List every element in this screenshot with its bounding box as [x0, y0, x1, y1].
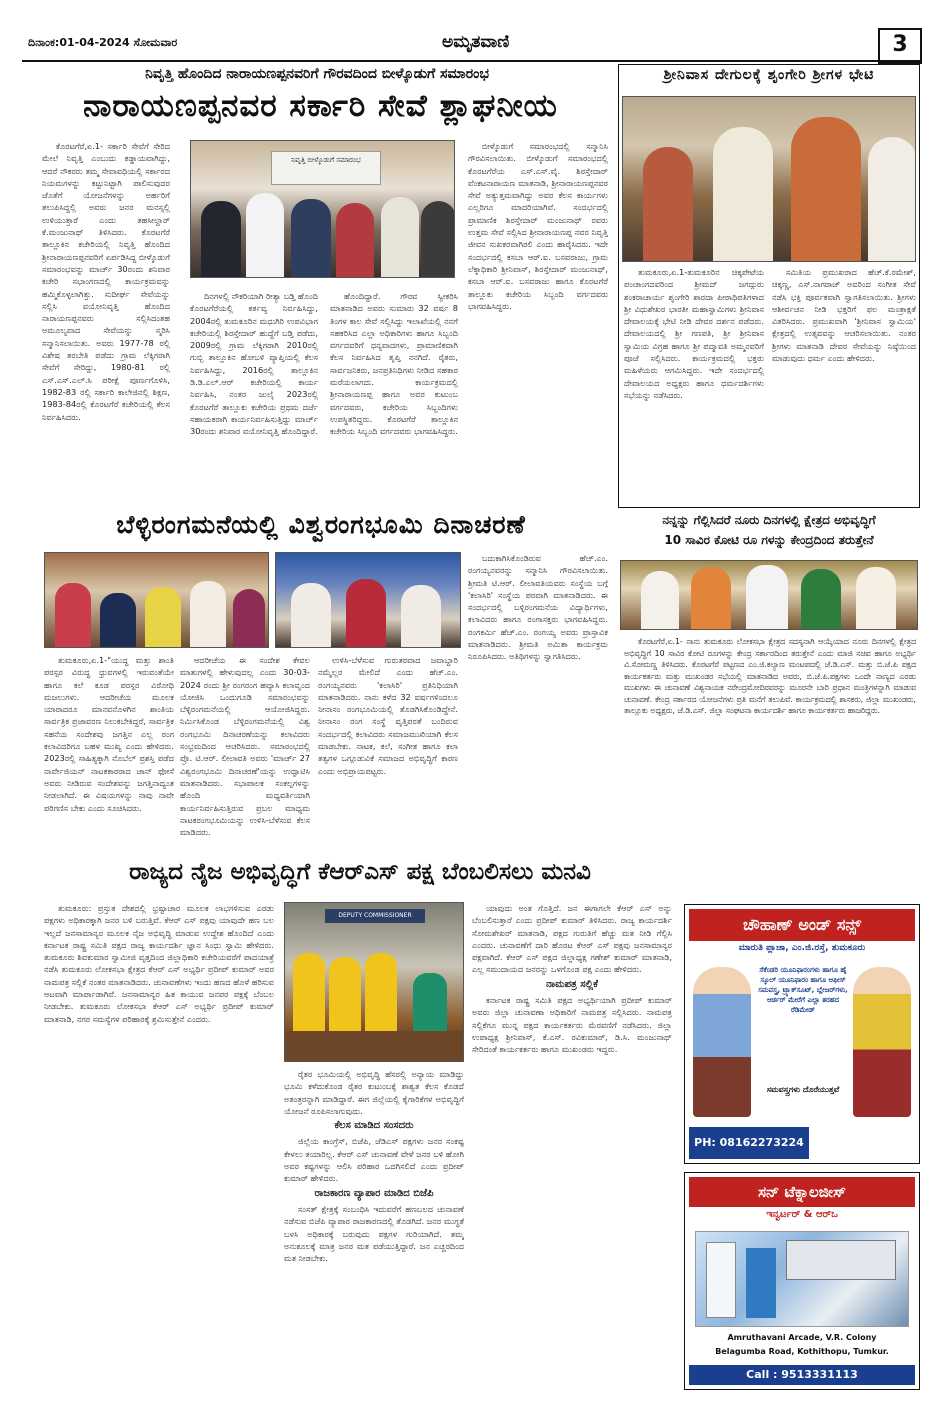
ad1-address: ಮಾರುತಿ ಪ್ಲಾಜಾ, ಎಂ.ಜಿ.ರಸ್ತೆ, ತುಮಕೂರು: [738, 943, 866, 953]
story1-col2: ದಿನಗಳಲ್ಲಿ ನೌಕರಿಯಾಗಿ ರೀತ್ಯಾ ಬಡ್ತಿ ಹೊಂದಿ ಕೊರಟಗೆರೆಯಲ್ಲಿ ಕರ್ತವ್ಯ ನಿರ್ವಹಿಸಿದ್ದು, 2004ರಲ್ಲಿ ತುಮಕೂರಿನ ಮಧುಗಿರಿ ಉಪವಿಭಾಗ ಕಚೇರಿಯಲ್ಲಿ ಶಿರಸ್ತೇದಾರ್ ಹುದ್ದೆಗೆ ಬಡ್ತಿ ಪಡೆದು, 2009ರಲ್ಲಿ ಗ್ರಾಮ ಲೆಕ್ಕಿಗರಾಗಿ 2010ರಲ್ಲಿ ಗುಬ್ಬಿ ತಾಲ್ಲೂಕಿನ ಹೋಬಳಿ ವ್ಯಾಪ್ತಿಯಲ್ಲಿ ಕೆಲಸ ನಿರ್ವಹಿಸಿದ್ದು, 2016ರಲ್ಲಿ ತಾಲ್ಲೂಕಿನ ಡಿ.ಡಿ.ಎಲ್.ಆರ್ ಕಚೇರಿಯಲ್ಲಿ ಕಾರ್ಯ ನಿರ್ವಹಿಸಿ, ನಂತರ ಜುಲೈ 2023ರಲ್ಲಿ ಕೊರಟಗೆರೆ ತಾಲ್ಲೂಕು ಕಚೇರಿಯ ಪ್ರಥಮ ದರ್ಜೆ ಸಹಾಯಕರಾಗಿ ಕಾರ್ಯನಿರ್ವಹಿಸುತ್ತಿದ್ದು ಮಾರ್ಚ್ 30ರಂದು ಶನಿವಾರ ವಯೋನಿವೃತ್ತಿ ಹೊಂದಿದ್ದಾರೆ.: [190, 291, 318, 437]
page-date: ದಿನಾಂಕ:01-04-2024 ಸೋಮವಾರ: [28, 36, 178, 49]
ad1-title: ಚೌಹಾಣ್ ಅಂಡ್ ಸನ್ಸ್: [689, 909, 915, 941]
story5-photo: [284, 902, 464, 1062]
story4-col2: ಆದರೀಚೆಯ ಈ ಸಂದೇಶ ಕೇವಲ ಮಾತುಗಳಲ್ಲಿ ಹೇಳುವುದಲ್ಲ ಎಂದು 30-03-2024 ರಂದು ಶ್ರೀ ರಂಗರಂಗ ಹವ್ಯಾಸಿ ಕಲಾವೃಂದ ಯೋಜಿಸಿ ಒಂದುಗೂಡಿ ಸಮಾರಂಭವನ್ನು ಬೆಳ್ಳಿರಂಗಮನೆಯಲ್ಲಿ ಆಯೋಜಿಸಿದ್ದರು. ನಿರ್ಮಿಸಿಕೊಂಡ ಬೆಳ್ಳಿರಂಗಮನೆಯಲ್ಲಿ ವಿಶ್ವ ರಂಗಭೂಮಿ ದಿನಾಚರಣೆಯನ್ನು ಕಲಾವಿದರು ಸಂಭ್ರಮದಿಂದ ಆಚರಿಸಿದರು. ಸಮಾರಂಭದಲ್ಲಿ ಪ್ರೊ. ಟಿ.ಆರ್. ಲೀಲಾವತಿ ಅವರು 'ಮಾರ್ಚ್ 27 ವಿಶ್ವರಂಗಭೂಮಿ ದಿನಾಚರಣೆ'ಯನ್ನು ಉದ್ಘಾಟಿಸಿ ಮಾತನಾಡಿದರು. ಸಭಾಪಾಲಕ ಸಂಕಲ್ಪಗಳನ್ನು ಹೊಂದಿ ಮಧ್ಯವರ್ತಿಯಾಗಿ ಕಾರ್ಯನಿರ್ವಹಿಸುತ್ತಿರುವ ಪ್ರಬಲ ಮಾಧ್ಯಮ ನಾಟಕರಂಗಭೂಮಿಯನ್ನು ಉಳಿಸಿ-ಬೆಳೆಸುವ ಕೆಲಸ ಮಾಡಿದರು.: [180, 655, 310, 838]
photo-banner: ನಿವೃತ್ತಿ ಬೀಳ್ಕೊಡುಗೆ ಸಮಾರಂಭ: [271, 151, 381, 185]
ad2-address-line2: Belagumba Road, Kothithopu, Tumkur.: [715, 1347, 889, 1356]
story4-photo-right: [275, 552, 461, 648]
story1-col1: ಕೊರಟಗೆರೆ,ಏ.1- ಸರ್ಕಾರಿ ಸೇವೆಗೆ ಸೇರಿದ ಮೇಲೆ ನಿವೃತ್ತಿ ಎಂಬುದು ಕಡ್ಡಾಯವಾಗಿದ್ದು, ಆದರೆ ನೌಕರರು ತಮ್ಮ ಸೇವಾವಧಿಯಲ್ಲಿ ಸರ್ಕಾರದ ನಿಯಮಗಳನ್ನು ಕಟ್ಟುನಿಟ್ಟಾಗಿ ಪಾಲಿಸುವುದರ ಜೊತೆಗೆ ಯೋಜನೆಗಳನ್ನು ಅರ್ಹರಿಗೆ ತಲುಪಿಸಿದ್ದಲ್ಲಿ ಅವರು ಜನರ ಮನಸ್ಸಲ್ಲಿ ಉಳಿಯುತ್ತಾರೆ ಎಂದು ತಹಸೀಲ್ದಾರ್ ಕೆ.ಮಂಜುನಾಥ್ ತಿಳಿಸಿದರು. ಕೊರಟಗೆರೆ ತಾಲ್ಲೂಕಿನ ಕಚೇರಿಯಲ್ಲಿ ನಿವೃತ್ತಿ ಹೊಂದಿದ ಶ್ರೀನಾರಾಯಣಪ್ಪನವರಿಗೆ ಏರ್ಪಡಿಸಿದ್ದ ಬೀಳ್ಕೊಡುಗೆ ಸಮಾರಂಭವನ್ನು ಮಾರ್ಚ್ 30ರಂದು ಶನಿವಾರ ಕಚೇರಿ ಸಭಾಂಗಣದಲ್ಲಿ ಕಾರ್ಯಕ್ರಮವನ್ನು ಹಮ್ಮಿಕೊಳ್ಳಲಾಗಿತ್ತು. ಸುದೀರ್ಘ ಸೇವೆಯನ್ನು ಸಲ್ಲಿಸಿ ವಯೋನಿವೃತ್ತಿ ಹೊಂದಿದ ನಾರಾಯಣಪ್ಪನವರು ಸಲ್ಲಿಸಿದಂತಹ ಅಮೂಲ್ಯವಾದ ಸೇವೆಯನ್ನು ಸ್ಮರಿಸಿ ಸನ್ಮಾನಿಸಲಾಯಿತು. ಅವರು 1977-78 ರಲ್ಲಿ ವಿಶೇಷ ತರಬೇತಿ ಪಡೆದು ಗ್ರಾಮ ಲೆಕ್ಕಿಗರಾಗಿ ಸೇವೆಗೆ ಸೇರಿದ್ದು, 1980-81 ರಲ್ಲಿ ಎಸ್.ಎಸ್.ಎಲ್.ಸಿ ಪರೀಕ್ಷೆ ಪೂರ್ಣಗೊಳಿಸಿ, 1982-83 ರಲ್ಲಿ ಸರ್ಕಾರಿ ಕಾಲೇಜಿನಲ್ಲಿ ಶಿಕ್ಷಣ, 1983-84ರಲ್ಲಿ ಕೊರಟಗೆರೆ ಕಚೇರಿಯಲ್ಲಿ ಕೆಲಸ ನಿರ್ವಹಿಸಿದರು.: [42, 141, 170, 422]
ad1-foot: ಸಮವಸ್ತ್ರಗಳು ದೊರೆಯುತ್ತವೆ: [766, 1085, 840, 1094]
ad-chouhan-sons: [684, 904, 920, 1164]
story1-headline: ನಾರಾಯಣಪ್ಪನವರ ಸರ್ಕಾರಿ ಸೇವೆ ಶ್ಲಾಘನೀಯ: [83, 88, 558, 124]
story5-subhead-1: ಕೆಲಸ ಮಾಡಿದ ಸಂಸದರು: [334, 1120, 414, 1132]
page-number: 3: [878, 28, 922, 64]
ad2-title: ಸನ್ ಟೆಕ್ನಾಲಜೀಸ್: [689, 1177, 915, 1207]
story4-col3: ಉಳಿಸಿ-ಬೆಳೆಸುವ ಗುರುತರವಾದ ಜವಾಬ್ದಾರಿ ನಮ್ಮೆಲ್ಲರ ಮೇಲಿದೆ ಎಂದು ಹೆಚ್.ಎಂ. ರಂಗಯ್ಯನವರು 'ಕಲಾಸಿರಿ' ಪ್ರತಿನಿಧಿಯಾಗಿ ಮಾತನಾಡಿದರು. ನಾನು ಕಳೆದ 32 ವರ್ಷಗಳಿಂದಲೂ ನೀನಾಸಂ ರಂಗಭೂಮಿಯಲ್ಲಿ ತೊಡಗಿಸಿಕೊಂಡಿದ್ದೇನೆ. ನೀನಾಸಂ ರಂಗ ಸಂಸ್ಥೆ ವೃತ್ತಿಪರತೆ ಬಂದಿರುವ ಸಂದರ್ಭದಲ್ಲಿ ಕಲಾವಿದರು ಸಮಾಜಮುಖಿಯಾಗಿ ಕೆಲಸ ಮಾಡಬೇಕು. ನಾಟಕ, ಕಲೆ, ಸಂಗೀತ ಹಾಗೂ ಕಲಾ ತತ್ವಗಳ ಒಗ್ಗೂಡುವಿಕೆ ಸಮಾಜದ ಅಭಿವೃದ್ಧಿಗೆ ಕಾರಣ ಎಂದು ಅಭಿಪ್ರಾಯಪಟ್ಟರು.: [318, 655, 458, 776]
story5-subhead-2: ರಾಜಕಾರಣ ವ್ಯಾಪಾರ ಮಾಡಿದ ಬಿಜೆಪಿ: [314, 1187, 434, 1199]
story1-col4: ಬೀಳ್ಕೊಡುಗೆ ಸಮಾರಂಭದಲ್ಲಿ ಸನ್ಮಾನಿಸಿ ಗೌರವಿಸಲಾಯಿತು. ಬೀಳ್ಕೊಡುಗೆ ಸಮಾರಂಭದಲ್ಲಿ ಕೊರಟಗೆರೆಯ ಎಸ್.ಎಸ್.ವೈ. ಶಿರಸ್ತೇದಾರ್ ವೆಂಕಟನಾರಾಯಣ ಮಾತನಾಡಿ, ಶ್ರೀನಾರಾಯಣಪ್ಪನವರ ಸೇವೆ ಅತ್ಯುತ್ತಮವಾಗಿದ್ದು ಅವರ ಕೆಲಸ ಕಾರ್ಯಗಳು ಎಲ್ಲರಿಗೂ ಮಾದರಿಯಾಗಿವೆ. ಸಂದರ್ಭದಲ್ಲಿ ಪ್ರಾಮಾಣಿಕ ಶಿರಸ್ತೇದಾರ್ ಮಂಜುನಾಥ್ ರವರು ಉತ್ತಮ ಸೇವೆ ಸಲ್ಲಿಸಿದ ಶ್ರೀನಾರಾಯಣಪ್ಪ ನವರ ನಿವೃತ್ತಿ ಜೀವನ ಸುಖಕರವಾಗಿರಲಿ ಎಂದು ಹಾರೈಸಿದರು. ಇದೇ ಸಂದರ್ಭದಲ್ಲಿ ಕಸಬಾ ಆರ್.ಐ. ಬಸವರಾಜು, ಗ್ರಾಮ ಲೆಕ್ಕಾಧಿಕಾರಿ ಶ್ರೀನಿವಾಸ್, ಶಿರಸ್ತೇದಾರ್ ಮಂಜುನಾಥ್, ಕಸಬಾ ಆರ್.ಐ. ಬಸವರಾಜು ಹಾಗೂ ಕೊರಟಗೆರೆ ತಾಲ್ಲೂಕು ಕಚೇರಿಯ ಸಿಬ್ಬಂದಿ ವರ್ಗದವರು ಭಾಗವಹಿಸಿದ್ದರು.: [468, 141, 608, 311]
story4-photo-left: [44, 552, 269, 648]
story1-photo: [190, 140, 455, 278]
ad2-subtitle: ಇನ್ವರ್ಟರ್ & ಆರ್‌ಒ: [766, 1209, 838, 1220]
story3-body: ಕೊರಟಗೆರೆ,ಏ.1- ನಾನು ತುಮಕೂರು ಲೋಕಸಭಾ ಕ್ಷೇತ್ರದ ಸದಸ್ಯನಾಗಿ ಆಯ್ಕೆಯಾದ ನೂರು ದಿನಗಳಲ್ಲಿ ಕ್ಷೇತ್ರದ ಅಭಿವೃದ್ಧಿಗೆ 10 ಸಾವಿರ ಕೋಟಿ ರೂಗಳನ್ನು ಕೇಂದ್ರ ಸರ್ಕಾರದಿಂದ ತರುತ್ತೇನೆ ಎಂದು ಮಾಜಿ ಸಚಿವ ಹಾಗೂ ಅಭ್ಯರ್ಥಿ ವಿ.ಸೋಮಣ್ಣ ತಿಳಿಸಿದರು. ಕೊರಟಗೆರೆ ಪಟ್ಟಣದ ಎಂ.ಜಿ.ಕಲ್ಯಾಣ ಮಂಟಪದಲ್ಲಿ ಜೆ.ಡಿ.ಎಸ್. ಮತ್ತು ಬಿ.ಜೆ.ಪಿ ಪಕ್ಷದ ಕಾರ್ಯಕರ್ತರು ಮತ್ತು ಮುಖಂಡರ ಸಭೆಯಲ್ಲಿ ಮಾತನಾಡಿದ ಅವರು, ಬಿ.ಜೆ.ಪಿ.ಪಕ್ಷಗಳು ಒಂದೇ ನಾಣ್ಯದ ಎರಡು ಮುಖಗಳು ಈ ಚುನಾವಣೆ ವಿಶ್ವನಾಯಕ ನರೇಂದ್ರಮೋದಿರವರನ್ನು ಮೂರನೇ ಬಾರಿ ಪ್ರಧಾನ ಮಂತ್ರಿಗಳನ್ನಾಗಿ ಮಾಡುವ ಚುನಾವಣೆ. ಕೇಂದ್ರ ಸರ್ಕಾರದ ಯೋಜನೆಗಳು ಪ್ರತಿ ಮನೆಗೆ ತಲುಪಿವೆ. ಕಾರ್ಯಕ್ರಮದಲ್ಲಿ ಶಾಸಕರು, ಜಿಲ್ಲಾ ಮುಖಂಡರು, ತಾಲ್ಲೂಕು ಅಧ್ಯಕ್ಷರು, ಜೆ.ಡಿ.ಎಸ್. ಜಿಲ್ಲಾ ಸಂಘಟನಾ ಕಾರ್ಯದರ್ಶಿ ಹಾಗೂ ಕಾರ್ಯಕರ್ತರು ಹಾಜರಿದ್ದರು.: [624, 637, 916, 715]
story5-col2: ರೈತರ ಭೂಮಿಯಲ್ಲಿ ಅಭಿವೃದ್ಧಿ ಹೆಸರಲ್ಲಿ ಅನ್ಯಾಯ ಮಾಡಿದ್ದು ಭೂಮಿ ಕಳೆದುಕೊಂಡ ರೈತರ ಕುಟುಂಬಕ್ಕೆ ಶಾಶ್ವತ ಕೆಲಸ ಕೊಡದೆ ಅತಂತ್ರರನ್ನಾಗಿ ಮಾಡಿದ್ದಾರೆ. ಈಗ ಜಿಲ್ಲೆಯಲ್ಲಿ ಕೈಗಾರಿಕೆಗಳ ಅಭಿವೃದ್ಧಿಗೆ ಯೋಜನೆ ರೂಪಿಸಲಾಗುವುದು. ಕೆಲಸ ಮಾಡಿದ ಸಂಸದರು ಜಿಲ್ಲೆಯ ಕಾಂಗ್ರೆಸ್, ಬಿಜೆಪಿ, ಜೆಡಿಎಸ್ ಪಕ್ಷಗಳು ಜನರ ಸಂಕಷ್ಟ ಕೇಳಲು ತಯಾರಿಲ್ಲ. ಕೆಆರ್ ಎಸ್ ಚುನಾವಣೆ ವೇಳೆ ಜನರ ಬಳಿ ಹೋಗಿ ಅವರ ಕಷ್ಟಗಳನ್ನು ಆಲಿಸಿ ಪರಿಹಾರ ಒದಗಿಸಲಿದೆ ಎಂದು ಪ್ರದೀಪ್ ಕುಮಾರ್ ಹೇಳಿದರು. ರಾಜಕಾರಣ ವ್ಯಾಪಾರ ಮಾಡಿದ ಬಿಜೆಪಿ ಸಂಸತ್ ಕ್ಷೇತ್ರಕ್ಕೆ ಸಂಬಂಧಿಸಿ ಇದುವರೆಗೆ ಹಣಬಲದ ಚುನಾವಣೆ ನಡೆಸುವ ಬಿಜೆಪಿ ವ್ಯಾಪಾರ ರಾಜಕಾರಣದಲ್ಲಿ ತೊಡಗಿದೆ. ಜನರ ಮುಗ್ಧತೆ ಬಳಸಿ ಅಧಿಕಾರಕ್ಕೆ ಬರುವುದು ಪಕ್ಷಗಳ ಗುರಿಯಾಗಿದೆ. ತಮ್ಮ ಅನುಕೂಲಕ್ಕೆ ಮಾತ್ರ ಜನರ ಮತ ಪಡೆಯುತ್ತಿದ್ದಾರೆ. ಜನ ಎಚ್ಚರದಿಂದ ಮತ ನೀಡಬೇಕು.: [284, 1069, 464, 1264]
ad-sun-technologies: [684, 1172, 920, 1390]
story3-headline-1: ನನ್ನನ್ನು ಗೆಲ್ಲಿಸಿದರೆ ನೂರು ದಿನಗಳಲ್ಲಿ ಕ್ಷೇತ್ರದ ಅಭಿವೃದ್ಧಿಗೆ: [662, 513, 876, 527]
ad1-child-figure-2: [853, 967, 911, 1117]
ad2-product-image: [695, 1231, 909, 1327]
story3-photo: [620, 560, 918, 630]
story4-headline: ಬೆಳ್ಳಿರಂಗಮನೆಯಲ್ಲಿ ವಿಶ್ವರಂಗಭೂಮಿ ದಿನಾಚರಣೆ: [116, 510, 526, 539]
story2-col1: ತುಮಕೂರು,ಏ.1-ತುಮಕೂರಿನ ಚಿಕ್ಕಪೇಟೆಯ ಪಂಚಾಂಗದವರಿಂದ ಶ್ರೀಮದ್ ಜಗದ್ಗುರು ಶಂಕರಾಚಾರ್ಯ ಶೃಂಗೇರಿ ಶಾರದಾ ಪೀಠಾಧಿಪತಿಗಳಾದ ಶ್ರೀ ವಿಧುಶೇಖರ ಭಾರತೀ ಮಹಾಸ್ವಾಮಿಗಳು ಶ್ರೀನಿವಾಸ ದೇವಾಲಯಕ್ಕೆ ಭೇಟಿ ನೀಡಿ ದೇವರ ದರ್ಶನ ಪಡೆದರು. ದೇವಾಲಯದಲ್ಲಿ ಶ್ರೀ ಗಣಪತಿ, ಶ್ರೀ ಶ್ರೀನಿವಾಸ ಸ್ವಾಮಿಯ ವಿಗ್ರಹ ಹಾಗೂ ಶ್ರೀ ಪದ್ಮಾವತಿ ಅಮ್ಮನವರಿಗೆ ಪೂಜೆ ಸಲ್ಲಿಸಿದರು. ಕಾರ್ಯಕ್ರಮದಲ್ಲಿ ಭಕ್ತರು ಮಹಿಳೆಯರು ಆಗಮಿಸಿದ್ದರು. ಇದೇ ಸಂದರ್ಭದಲ್ಲಿ ದೇವಾಲಯದ ಅಧ್ಯಕ್ಷರು ಹಾಗೂ ಧರ್ಮದರ್ಶಿಗಳು ಸಭೆಯನ್ನು ನಡೆಸಿದರು.: [624, 267, 764, 400]
office-sign: DEPUTY COMMISSIONER: [325, 909, 425, 923]
ad1-child-figure: [693, 967, 751, 1117]
ad2-call: Call : 9513331113: [689, 1365, 915, 1385]
story2-photo: [622, 96, 916, 262]
ad1-body: ಸೆಕೆಂಡರಿ ಯೂನಿಫಾರಂಗಳು ಹಾಗೂ ಹೈ ಸ್ಕೂಲ್ ಯೂನಿಫಾರಂ ಹಾಗೂ ಆಫೀಸ್ ಸಮವಸ್ತ್ರ, ಟ್ರ್ಯಾಕ್‌ಸೂಟ್, ಬ್ಲೇಜರ್‌ಗಳು, ಆರ್ಡರ್ ಮೇರೆಗೆ ಎಲ್ಲಾ ತರಹದ ರೆಡಿಮೇಡ್: [758, 966, 848, 1014]
ad2-address-line1: Amruthavani Arcade, V.R. Colony: [727, 1333, 877, 1342]
masthead: ಅಮೃತವಾಣಿ: [442, 32, 510, 52]
story3-headline-2: 10 ಸಾವಿರ ಕೋಟಿ ರೂ ಗಳನ್ನು ಕೇಂದ್ರದಿಂದ ತರುತ್ತೇನೆ: [664, 533, 874, 547]
story5-col1: ತುಮಕೂರು: ಪ್ರಸ್ತುತ ದೇಶದಲ್ಲಿ ಭ್ರಷ್ಟಾಚಾರ ಮೂಲಕ ಲಾಭಗಳಿಸುವ ಎರಡು ಪಕ್ಷಗಳು ಅಧಿಕಾರಕ್ಕಾಗಿ ಜನರ ಬಳಿ ಬರುತ್ತಿವೆ. ಕೆಆರ್ ಎಸ್ ಪಕ್ಷವು ಯಾವುದೇ ಹಣ ಬಲ ಇಲ್ಲದೆ ಜನಸಾಮಾನ್ಯರ ಮೂಲಕ ನೈಜ ಅಭಿವೃದ್ಧಿ ಮಾಡುವ ಉದ್ದೇಶ ಹೊಂದಿದೆ ಎಂದು ಕರ್ನಾಟಕ ರಾಷ್ಟ್ರ ಸಮಿತಿ ಪಕ್ಷದ ರಾಜ್ಯ ಕಾರ್ಯದರ್ಶಿ ಜ್ಞಾನ ಸಿಂಧು ಸ್ವಾಮಿ ಹೇಳಿದರು. ತುಮಕೂರು ಶಿವಕುಮಾರ ಸ್ವಾಮೀಜಿ ವೃತ್ತದಿಂದ ಜಿಲ್ಲಾಧಿಕಾರಿ ಕಚೇರಿಯವರೆಗೆ ಪಾದಯಾತ್ರೆ ನಡೆಸಿ ತುಮಕೂರು ಲೋಕಸಭಾ ಕ್ಷೇತ್ರದ ಕೆಆರ್ ಎಸ್ ಅಭ್ಯರ್ಥಿ ಪ್ರದೀಪ್ ಕುಮಾರ್ ಅವರ ನಾಮಪತ್ರ ಸಲ್ಲಿಕೆ ನಂತರ ಮಾತನಾಡಿದರು. ಚುನಾವಣೆಗಳು ಇಂದು ಹಣದ ಹೊಳೆ ಹರಿಸುವ ಆಟವಾಗಿ ಮಾರ್ಪಾಡಾಗಿವೆ. ಜನಸಾಮಾನ್ಯರ ಹಿತ ಕಾಯುವ ಜನಪರ ಪಕ್ಷಕ್ಕೆ ಬೆಂಬಲ ನೀಡಬೇಕು. ತುಮಕೂರು ಲೋಕಸಭಾ ಕೆಆರ್ ಎಸ್ ಅಭ್ಯರ್ಥಿ ಪ್ರದೀಪ್ ಕುಮಾರ್ ಮಾತನಾಡಿ, ನಗರ ಸಮಸ್ಯೆಗಳ ಪರಿಹಾರಕ್ಕೆ ಶ್ರಮಿಸುತ್ತೇನೆ ಎಂದರು.: [44, 903, 274, 1024]
story2-headline: ಶ್ರೀನಿವಾಸ ದೇಗುಲಕ್ಕೆ ಶೃಂಗೇರಿ ಶ್ರೀಗಳ ಭೇಟಿ: [663, 67, 875, 83]
story2-col2: ಸಮಿತಿಯ ಪ್ರಮುಖರಾದ ಹೆಚ್.ಕೆ.ರಮೇಶ್, ಚಿಕ್ಕಣ್ಣ, ಎಸ್.ನಾಗರಾಜ್ ಅವರಿಂದ ಸಂಗೀತ ಸೇವೆ ನಡೆಸಿ ಭಕ್ತಿ ಪೂರ್ವಕವಾಗಿ ಸ್ವಾಗತಿಸಲಾಯಿತು. ಶ್ರೀಗಳು ಆಶೀರ್ವಚನ ನೀಡಿ ಭಕ್ತರಿಗೆ ಫಲ ಮಂತ್ರಾಕ್ಷತೆ ವಿತರಿಸಿದರು. ಪ್ರಮುಖವಾಗಿ 'ಶ್ರೀನಿವಾಸ ಸ್ವಾಮಿಯ' ಕ್ಷೇತ್ರದಲ್ಲಿ ಉತ್ಸವವನ್ನು ಆಚರಿಸಲಾಯಿತು. ನಂತರ ಶ್ರೀಗಳು ಮಾತನಾಡಿ ದೇವರ ಸೇವೆಯನ್ನು ನಿಷ್ಠೆಯಿಂದ ಮಾಡುವುದು ಧರ್ಮ ಎಂದು ಹೇಳಿದರು.: [772, 267, 916, 364]
story1-kicker: ನಿವೃತ್ತಿ ಹೊಂದಿದ ನಾರಾಯಣಪ್ಪನವರಿಗೆ ಗೌರವದಿಂದ ಬೀಳ್ಕೊಡುಗೆ ಸಮಾರಂಭ: [145, 66, 489, 82]
story5-col3: ಯಾವುದು ಅಂತ ಗೊತ್ತಿದೆ. ಜನ ಈಗಾಗಲೇ ಕೆಆರ್ ಎಸ್ ಅನ್ನು ಬೆಂಬಲಿಸುತ್ತಾರೆ ಎಂದು ಪ್ರದೀಪ್ ಕುಮಾರ್ ತಿಳಿಸಿದರು. ರಾಜ್ಯ ಕಾರ್ಯದರ್ಶಿ ಸೋಮಶೇಖರ್ ಮಾತನಾಡಿ, ಪಕ್ಷದ ಗುರುತಿಗೆ ಹೆಚ್ಚು ಮತ ನೀಡಿ ಗೆಲ್ಲಿಸಿ ಎಂದರು. ಚುನಾವಣೆಗೆ ದಾರಿ ಹೊರಟ ಕೆಆರ್ ಎಸ್ ಪಕ್ಷವು ಜನಸಾಮಾನ್ಯರ ಪಕ್ಷವಾಗಿದೆ. ಕೆಆರ್ ಎಸ್ ಪಕ್ಷದ ಜಿಲ್ಲಾಧ್ಯಕ್ಷ ಗಣೇಶ್ ಕುಮಾರ್ ಮಾತನಾಡಿ, ಎಲ್ಲ ಸಮುದಾಯದ ಜನರನ್ನು ಒಳಗೊಂಡ ಪಕ್ಷ ಎಂದು ಹೇಳಿದರು. ನಾಮಪತ್ರ ಸಲ್ಲಿಕೆ ಕರ್ನಾಟಕ ರಾಷ್ಟ್ರ ಸಮಿತಿ ಪಕ್ಷದ ಅಭ್ಯರ್ಥಿಯಾಗಿ ಪ್ರದೀಪ್ ಕುಮಾರ್ ಅವರು ಜಿಲ್ಲಾ ಚುನಾವಣಾ ಅಧಿಕಾರಿಗೆ ನಾಮಪತ್ರ ಸಲ್ಲಿಸಿದರು. ನಾಮಪತ್ರ ಸಲ್ಲಿಕೆಗೂ ಮುನ್ನ ಪಕ್ಷದ ಕಾರ್ಯಕರ್ತರು ಮೆರವಣಿಗೆ ನಡೆಸಿದರು. ಜಿಲ್ಲಾ ಉಪಾಧ್ಯಕ್ಷ ಶ್ರೀನಿವಾಸ್, ಕೆ.ಎಸ್. ರವಿಕುಮಾರ್, ಡಿ.ಸಿ. ಮಂಜುನಾಥ್ ಸೇರಿದಂತೆ ಕಾರ್ಯಕರ್ತರು ಹಾಗೂ ಮುಖಂಡರು ಇದ್ದರು.: [472, 903, 672, 1055]
story4-col1: ತುಮಕೂರು,ಏ.1-"ಯುದ್ಧ ಮತ್ತು ಶಾಂತಿ ಪರಸ್ಪರ ವಿರುದ್ಧ ಧ್ರುವಗಳಲ್ಲಿ ಇರುವಂತೆಯೇ ಹಾಗೂ ಕಲೆ ಕೂಡ ಪರಸ್ಪರ ವಿರೋಧಿ ಮಜಲುಗಳು. ಆದರೀಚೆಯ ಮೂಲಕ ಯಾರಾದರೂ ಮಾನವನೊಳಗಿನ ಶಾಂತಿಯ ಸಾರ್ವತ್ರಿಕ ಪ್ರಜಾವರಣ ನಿಲುಕಬೇಕಿದ್ದರೆ, ಸಾರ್ವತ್ರಿಕ ಸಹನೆಯ ಸಂದೇಶವು ಜಗತ್ತಿನ ಎಲ್ಲ ರಂಗ ಕಲಾವಿದರಿಗೂ ಬಹಳ ಮುಖ್ಯ ಎಂದು ಹೇಳಿದರು. 2023ರಲ್ಲಿ ಸಾಹಿತ್ಯಕ್ಕಾಗಿ ನೊಬೆಲ್ ಪ್ರಶಸ್ತಿ ಪಡೆದ ನಾರ್ವೇಜಿಯನ್ ನಾಟಕಕಾರರಾದ ಜಾನ್ ಫೋಸೆ ಅವರು ನೀಡಿರುವ ಸಂದೇಶವನ್ನು ಜಗತ್ತಿನಾದ್ಯಂತ ನೀಡಲಾಗಿದೆ. ಈ ವಿಷಯಗಳನ್ನು ನಾವು ನಾವೇ ಪರಿಗಣಿಸ ಬೇಕು ಎಂದು ಸೂಚಿಸಿದರು.: [44, 655, 174, 813]
story1-col3: ಹೊಂದಿದ್ದಾರೆ. ಗೌರವ ಸ್ವೀಕರಿಸಿ ಮಾತನಾಡಿದ ಅವರು ಸುಮಾರು 32 ವರ್ಷ 8 ತಿಂಗಳ ಕಾಲ ಸೇವೆ ಸಲ್ಲಿಸಿದ್ದು ಇಲಾಖೆಯಲ್ಲಿ ನನಗೆ ಸಹಕರಿಸಿದ ಎಲ್ಲಾ ಅಧಿಕಾರಿಗಳು ಹಾಗೂ ಸಿಬ್ಬಂದಿ ವರ್ಗದವರಿಗೆ ಧನ್ಯವಾದಗಳು, ಪ್ರಾಮಾಣಿಕವಾಗಿ ಕೆಲಸ ನಿರ್ವಹಿಸಿದ ತೃಪ್ತಿ ನನಗಿದೆ. ರೈತರು, ಸಾರ್ವಜನಿಕರು, ಜನಪ್ರತಿನಿಧಿಗಳು ನೀಡಿದ ಸಹಕಾರ ಮರೆಯಲಾಗದು. ಕಾರ್ಯಕ್ರಮದಲ್ಲಿ ಶ್ರೀನಾರಾಯಣಪ್ಪ ಹಾಗೂ ಅವರ ಕುಟುಂಬ ವರ್ಗದವರು, ಕಚೇರಿಯ ಸಿಬ್ಬಂದಿಗಳು ಉಪಸ್ಥಿತರಿದ್ದರು. ಕೊರಟಗೆರೆ ತಾಲ್ಲೂಕಿನ ಕಚೇರಿಯ ಸಿಬ್ಬಂದಿ ವರ್ಗದವರು ಭಾಗವಹಿಸಿದ್ದರು.: [330, 291, 458, 437]
ad1-phone: PH: 08162273224: [689, 1127, 809, 1159]
story4-col4: ಬದುಕಾಗಿಸಿಕೊಂಡಿರುವ ಹೆಚ್.ಎಂ. ರಂಗಯ್ಯನವರನ್ನು ಸನ್ಮಾನಿಸಿ ಗೌರವಿಸಲಾಯಿತು. ಶ್ರೀಮತಿ ಟಿ.ಆರ್. ಲೀಲಾವತಿಯವರು ಸಂಸ್ಥೆಯ ಬಗ್ಗೆ 'ಕಲಾಸಿರಿ' ಸಂಸ್ಥೆಯ ಪರವಾಗಿ ಮಾತನಾಡಿದರು. ಈ ಸಂದರ್ಭದಲ್ಲಿ ಬಳ್ಳಿರಂಗಮನೆಯ ವಿದ್ಯಾರ್ಥಿಗಳು, ಕಲಾವಿದರು ಹಾಗೂ ರಂಗಾಸಕ್ತರು ಭಾಗವಹಿಸಿದ್ದರು. ರಂಗಕರ್ಮಿ ಹೆಚ್.ಎಂ. ರಂಗಯ್ಯ ಅವರು ಪ್ರಾಸ್ತಾವಿಕ ಮಾತನಾಡಿದರು. ಶ್ರೀಮತಿ ಅಮಿತಾ ಕಾರ್ಯಕ್ರಮ ನಿರೂಪಿಸಿದರು. ಅತಿಥಿಗಳನ್ನು ಸ್ವಾಗತಿಸಿದರು.: [468, 553, 608, 662]
story5-subhead-3: ನಾಮಪತ್ರ ಸಲ್ಲಿಕೆ: [546, 978, 598, 990]
page-header: [22, 28, 922, 62]
story5-headline: ರಾಜ್ಯದ ನೈಜ ಅಭಿವೃದ್ಧಿಗೆ ಕೆಆರ್‌ಎಸ್ ಪಕ್ಷ ಬೆಂಬಲಿಸಲು ಮನವಿ: [129, 859, 591, 885]
